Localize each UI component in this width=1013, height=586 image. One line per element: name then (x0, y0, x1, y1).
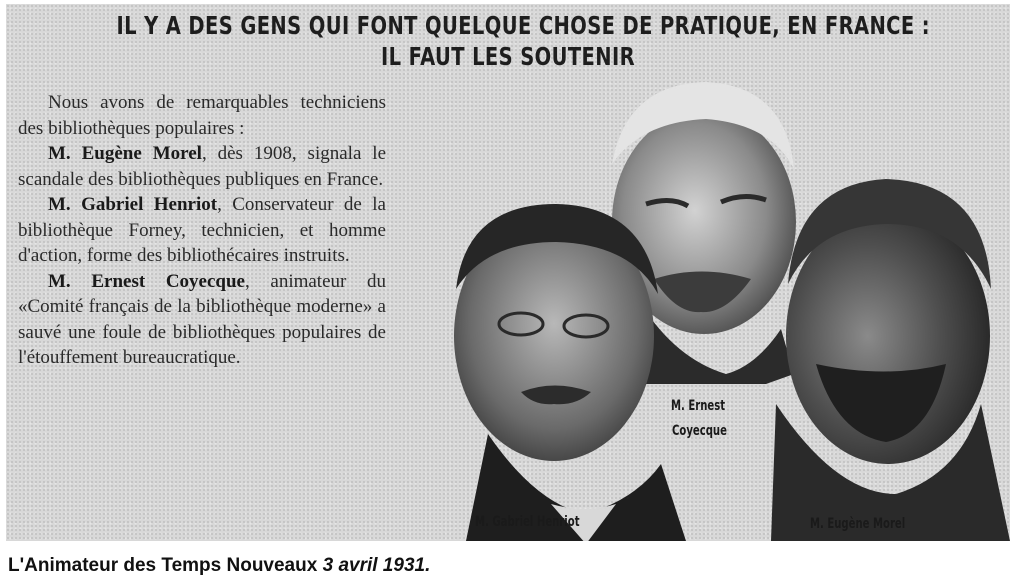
article-paragraph-henriot (18, 192, 386, 269)
article-paragraph-morel (18, 141, 386, 192)
portraits-illustration (426, 74, 1010, 541)
photo-caption-henriot: M. Gabriel Henriot (475, 514, 580, 530)
text-morel: , dès 1908, signala le scandale des bibliothèques publiques en France. (18, 143, 387, 190)
article-paragraph-coyecque (18, 269, 386, 371)
text-henriot: , Conservateur de la bibliothèque Forney, technicien, et homme d'action, forme des bibliothécaires instruits. (18, 194, 386, 266)
photo-caption-coyecque-line-1: M. Ernest (671, 398, 726, 414)
name-coyecque: M. Ernest Coyecque (48, 270, 245, 292)
headline-line-2: IL FAUT LES SOUTENIR (380, 42, 636, 71)
newspaper-clipping (6, 4, 1010, 541)
headline-line-1: IL Y A DES GENS QUI FONT QUELQUE CHOSE DE PRATIQUE, EN FRANCE : (116, 11, 930, 40)
headline (116, 10, 930, 72)
source-caption (8, 555, 430, 577)
name-henriot: M. Gabriel Henriot (48, 194, 218, 215)
source-date: 3 avril 1931. (322, 555, 431, 576)
portrait-morel (771, 179, 1010, 541)
name-morel: M. Eugène Morel (48, 143, 202, 164)
article-text (18, 90, 386, 371)
portrait-photos (426, 74, 1010, 541)
article-intro: Nous avons de remarquables techniciens des bibliothèques populaires : (18, 92, 386, 139)
source-name: L'Animateur des Temps Nouveaux (8, 555, 318, 576)
text-coyecque: , animateur du «Comité français de la bibliothèque moderne» a sauvé une foule de bibliothèques populaires de l'étouffement bureaucratique. (18, 270, 387, 368)
photo-caption-morel: M. Eugène Morel (810, 516, 906, 532)
photo-caption-coyecque-line-2: Coyecque (672, 423, 727, 439)
